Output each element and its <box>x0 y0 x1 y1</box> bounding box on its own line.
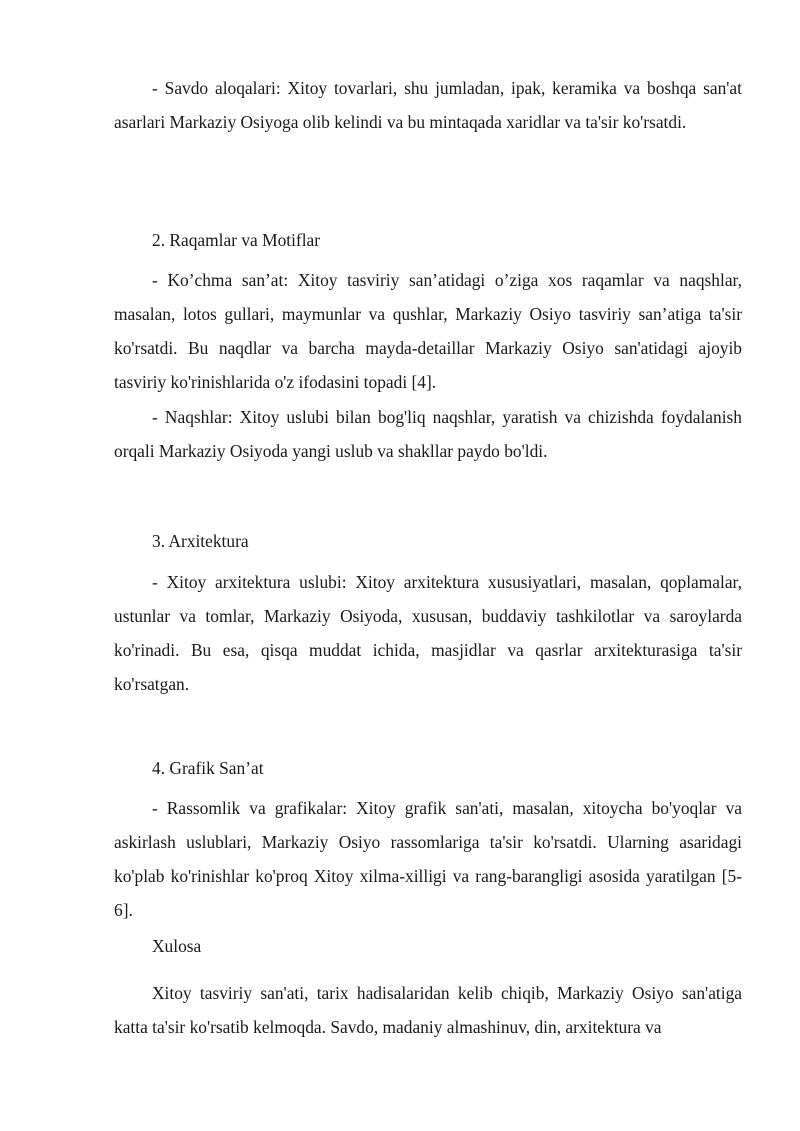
paragraph-portable-art: - Ko’chma san’at: Xitoy tasviriy san’atidagi o’ziga xos raqamlar va naqshlar, masalan, lotos gullari, maymunlar va qushlar, Markaziy Osiyo tasviriy san’atiga ta'sir ko'rsatdi. Bu naqdlar va barcha mayda-detaillar Markaziy Osiyo san'atidagi ajoyib tasviriy ko'rinishlarida o'z ifodasini topadi [4]. <box>114 270 742 392</box>
paragraph-painting-graphics: - Rassomlik va grafikalar: Xitoy grafik san'ati, masalan, xitoycha bo'yoqlar va askirlash uslublari, Markaziy Osiyo rassomlariga ta'sir ko'rsatdi. Ularning asaridagi ko'plab ko'rinishlar ko'proq Xitoy xilma-xilligi va rang-barangligi asosida yaratilgan [5-6]. <box>114 798 742 920</box>
paragraph-patterns: - Naqshlar: Xitoy uslubi bilan bog'liq naqshlar, yaratish va chizishda foydalanish orqali Markaziy Osiyoda yangi uslub va shakllar paydo bo'ldi. <box>114 407 742 461</box>
section-heading-graphic-art: 4. Grafik San’at <box>152 758 264 778</box>
section-heading-motifs: 2. Raqamlar va Motiflar <box>152 230 321 250</box>
paragraph-trade-relations: - Savdo aloqalari: Xitoy tovarlari, shu jumladan, ipak, keramika va boshqa san'at asarlari Markaziy Osiyoga olib kelindi va bu mintaqada xaridlar va ta'sir ko'rsatdi. <box>114 78 742 132</box>
paragraph-conclusion: Xitoy tasviriy san'ati, tarix hadisalaridan kelib chiqib, Markaziy Osiyo san'atiga katta ta'sir ko'rsatib kelmoqda. Savdo, madaniy almashinuv, din, arxitektura va <box>114 983 742 1037</box>
paragraph-architecture-style: - Xitoy arxitektura uslubi: Xitoy arxitektura xususiyatlari, masalan, qoplamalar, ustunlar va tomlar, Markaziy Osiyoda, xususan, buddaviy tashkilotlar va saroylarda ko'rinadi. Bu esa, qisqa muddat ichida, masjidlar va qasrlar arxitekturasiga ta'sir ko'rsatgan. <box>114 572 742 694</box>
section-heading-architecture: 3. Arxitektura <box>152 531 249 551</box>
section-heading-conclusion: Xulosa <box>152 936 202 956</box>
